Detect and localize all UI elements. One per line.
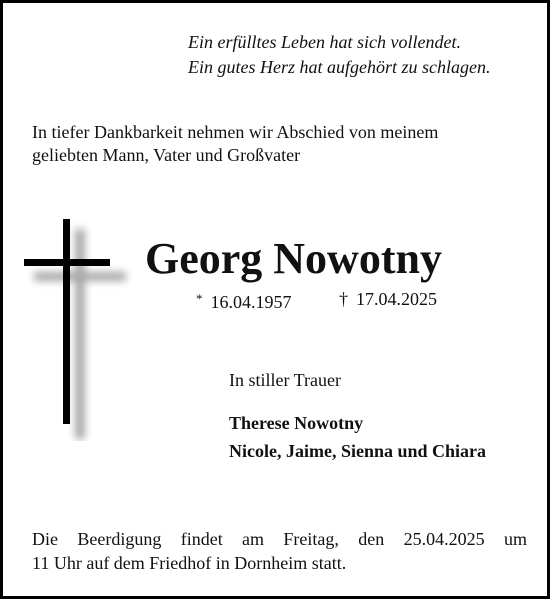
mourning-heading: In stiller Trauer [229, 370, 341, 390]
death-date-value: 17.04.2025 [356, 289, 437, 309]
intro-text [32, 121, 527, 167]
birth-star-icon: * [196, 291, 203, 306]
birth-date [196, 287, 292, 314]
deceased-name: Georg Nowotny [145, 234, 442, 283]
quote-line-2: Ein gutes Herz hat aufgehört zu schlagen. [188, 57, 491, 77]
funeral-info [32, 527, 527, 575]
birth-date-value: 16.04.1957 [210, 292, 292, 312]
cross-shape [24, 219, 110, 424]
funeral-line-2: 11 Uhr auf dem Friedhof in Dornheim statt. [32, 553, 347, 573]
intro-line-2: geliebten Mann, Vater und Großvater [32, 145, 301, 165]
latin-cross-icon [24, 219, 134, 441]
intro-line-1: In tiefer Dankbarkeit nehmen wir Abschied von meinem [32, 122, 439, 142]
mourner-name: Therese Nowotny [229, 413, 364, 433]
epitaph-quote [188, 30, 490, 80]
mourners-list [229, 409, 486, 465]
death-dagger-icon: † [339, 289, 348, 309]
death-date [339, 287, 437, 311]
quote-line-1: Ein erfülltes Leben hat sich vollendet. [188, 32, 461, 52]
mourner-name: Nicole, Jaime, Sienna und Chiara [229, 441, 487, 461]
funeral-line-1: Die Beerdigung findet am Freitag, den 25.04.2025 um [32, 529, 527, 549]
